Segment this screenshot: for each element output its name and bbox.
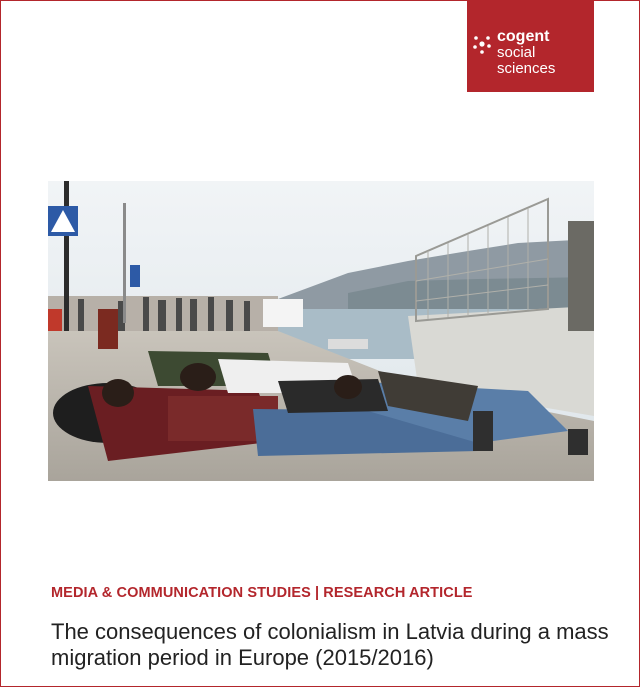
article-title: The consequences of colonialism in Latvia during a mass migration period in Europe (2015/2016): [51, 619, 609, 670]
brand-name: cogent: [497, 28, 550, 45]
journal-logo: [467, 1, 594, 92]
cogent-logo-icon: [472, 34, 492, 54]
photo-migrants-lying-on-dock-icon: [48, 181, 594, 481]
article-category: MEDIA & COMMUNICATION STUDIES | RESEARCH ARTICLE: [51, 585, 473, 601]
brand-subtitle-2: sciences: [497, 60, 556, 77]
cover-photo: [48, 181, 594, 481]
brand-subtitle-1: social: [497, 44, 536, 61]
